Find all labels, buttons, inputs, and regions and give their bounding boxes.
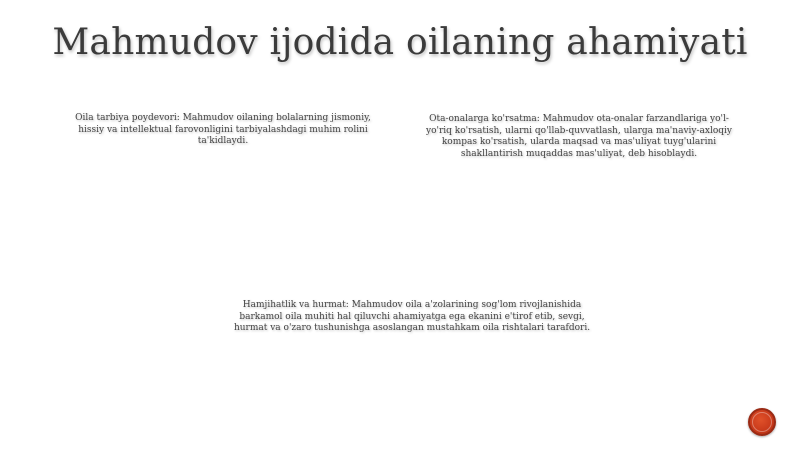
text-block-family-foundation: Oila tarbiya poydevori: Mahmudov oilaning bolalarning jismoniy, hissiy va intellektual farovonligini tarbiyalashdagi muhim rolini ta'kidlaydi. [75,113,371,146]
text-block-parent-guidance: Ota-onalarga ko'rsatma: Mahmudov ota-onalar farzandlariga yo'l-yo'riq ko'rsatish, ularni qo'llab-quvvatlash, ularga ma'naviy-axloqiy kompas ko'rsatish, ularda maqsad va mas'uliyat tuyg'ularini shakllantirish muqaddas mas'uliyat, deb hisoblaydi. [425,114,732,159]
slide-title: Mahmudov ijodida oilaning ahamiyati [52,22,748,63]
next-slide-circle-icon [752,412,772,432]
text-block-harmony-respect: Hamjihatlik va hurmat: Mahmudov oila a'zolarining sog'lom rivojlanishida barkamol oila muhiti hal qiluvchi ahamiyatga ega ekanini e'tirof etib, sevgi, hurmat va o'zaro tushunishga asoslangan mustahkam oila rishtalari tarafdori. [233,300,591,333]
next-slide-button[interactable] [748,408,776,436]
